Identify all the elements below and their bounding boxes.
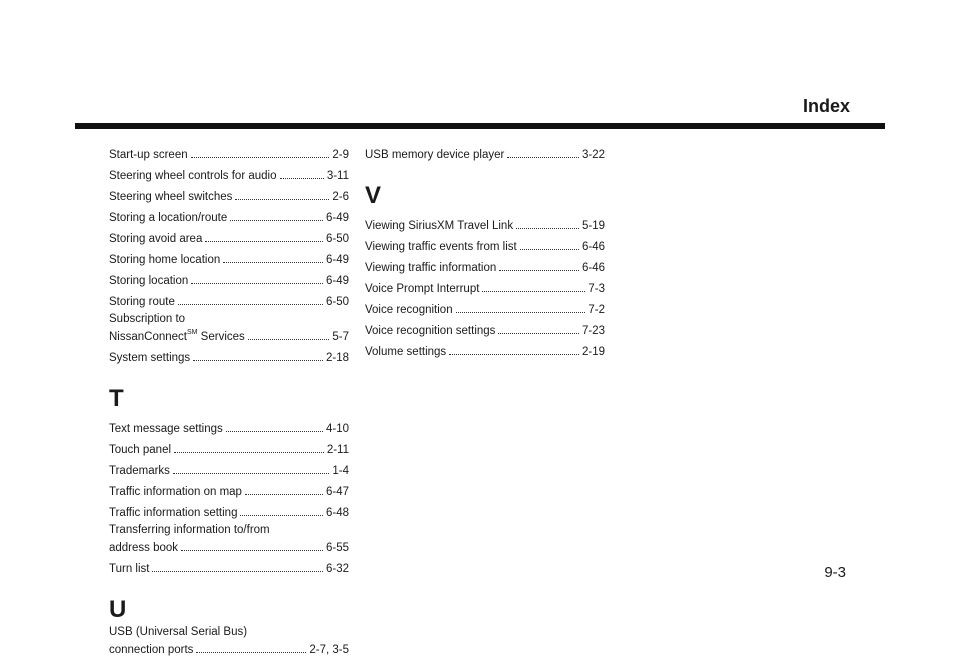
dot-leader bbox=[516, 227, 579, 229]
index-entry bbox=[109, 477, 349, 498]
dot-leader bbox=[196, 651, 306, 653]
index-entry bbox=[365, 337, 605, 358]
index-term: System settings bbox=[109, 352, 191, 364]
dot-leader bbox=[245, 493, 323, 495]
dot-leader bbox=[240, 514, 322, 516]
index-entry bbox=[365, 253, 605, 274]
index-page: 6-49 bbox=[325, 212, 349, 224]
index-term: Storing location bbox=[109, 275, 189, 287]
index-page: 3-11 bbox=[326, 170, 349, 182]
page-number: 9-3 bbox=[824, 564, 846, 581]
index-page: 2-7, 3-5 bbox=[309, 644, 349, 656]
index-entry bbox=[109, 414, 349, 435]
index-term: Voice recognition bbox=[365, 304, 453, 316]
index-term: Trademarks bbox=[109, 465, 170, 477]
index-term-prefix: NissanConnect bbox=[109, 331, 187, 343]
index-column-1 bbox=[109, 140, 349, 656]
index-term: USB (Universal Serial Bus) bbox=[109, 626, 248, 638]
index-page: 6-55 bbox=[325, 542, 349, 554]
index-term: Storing route bbox=[109, 296, 175, 308]
dot-leader bbox=[482, 290, 585, 292]
dot-leader bbox=[235, 198, 329, 200]
index-page: 6-49 bbox=[325, 275, 349, 287]
dot-leader bbox=[456, 311, 586, 313]
index-term: Traffic information setting bbox=[109, 507, 238, 519]
dot-leader bbox=[223, 261, 323, 263]
index-term: Viewing SiriusXM Travel Link bbox=[365, 220, 514, 232]
index-term: Steering wheel switches bbox=[109, 191, 233, 203]
index-page: 6-50 bbox=[325, 233, 349, 245]
index-page: 7-3 bbox=[588, 283, 605, 295]
index-entry bbox=[109, 498, 349, 519]
index-page: 5-19 bbox=[581, 220, 605, 232]
index-term: Touch panel bbox=[109, 444, 172, 456]
dot-leader bbox=[248, 338, 330, 340]
dot-leader bbox=[499, 269, 579, 271]
index-entry bbox=[109, 435, 349, 456]
index-entry bbox=[365, 211, 605, 232]
dot-leader bbox=[191, 156, 330, 158]
index-page: 7-23 bbox=[581, 325, 605, 337]
dot-leader bbox=[174, 451, 324, 453]
dot-leader bbox=[498, 332, 579, 334]
dot-leader bbox=[152, 570, 322, 572]
index-entry bbox=[365, 295, 605, 316]
index-page: 6-46 bbox=[581, 262, 605, 274]
dot-leader bbox=[226, 430, 323, 432]
dot-leader bbox=[173, 472, 329, 474]
index-page: 6-32 bbox=[325, 563, 349, 575]
dot-leader bbox=[178, 303, 323, 305]
index-page: 6-50 bbox=[325, 296, 349, 308]
index-page: 3-22 bbox=[581, 149, 605, 161]
index-term: USB memory device player bbox=[365, 149, 505, 161]
dot-leader bbox=[449, 353, 579, 355]
index-term: Viewing traffic events from list bbox=[365, 241, 517, 253]
index-entry bbox=[109, 182, 349, 203]
index-entry bbox=[109, 308, 349, 343]
index-entry bbox=[365, 140, 605, 161]
index-page: 2-9 bbox=[332, 149, 349, 161]
index-entry bbox=[109, 161, 349, 182]
index-page: 2-18 bbox=[325, 352, 349, 364]
index-entry bbox=[109, 224, 349, 245]
index-page: 5-7 bbox=[332, 331, 349, 343]
index-entry bbox=[109, 287, 349, 308]
index-entry bbox=[365, 232, 605, 253]
index-term: Voice recognition settings bbox=[365, 325, 496, 337]
section-letter-v: V bbox=[365, 182, 382, 209]
index-page: 6-47 bbox=[325, 486, 349, 498]
dot-leader bbox=[507, 156, 579, 158]
section-letter-t: T bbox=[109, 385, 124, 412]
header-rule bbox=[75, 123, 885, 129]
dot-leader bbox=[191, 282, 323, 284]
dot-leader bbox=[230, 219, 323, 221]
index-entry bbox=[109, 519, 349, 554]
index-entry bbox=[109, 554, 349, 575]
index-page: 4-10 bbox=[325, 423, 349, 435]
index-page: 6-49 bbox=[325, 254, 349, 266]
index-term: Turn list bbox=[109, 563, 150, 575]
index-page: 6-48 bbox=[325, 507, 349, 519]
dot-leader bbox=[520, 248, 579, 250]
dot-leader bbox=[205, 240, 323, 242]
section-letter-u: U bbox=[109, 596, 127, 623]
index-entry bbox=[365, 316, 605, 337]
index-entry bbox=[109, 245, 349, 266]
index-entry bbox=[109, 343, 349, 364]
index-term: Voice Prompt Interrupt bbox=[365, 283, 480, 295]
index-term: Storing home location bbox=[109, 254, 221, 266]
index-term: Steering wheel controls for audio bbox=[109, 170, 277, 182]
index-page: 2-6 bbox=[332, 191, 349, 203]
dot-leader bbox=[193, 359, 323, 361]
index-term: Viewing traffic information bbox=[365, 262, 497, 274]
index-entry bbox=[109, 203, 349, 224]
index-term: Storing avoid area bbox=[109, 233, 203, 245]
index-term: Traffic information on map bbox=[109, 486, 242, 498]
index-term-continued: connection ports bbox=[109, 644, 194, 656]
index-term: Volume settings bbox=[365, 346, 447, 358]
service-mark: SM bbox=[186, 329, 198, 337]
index-term: Subscription to bbox=[109, 313, 186, 325]
index-term-suffix: Services bbox=[197, 331, 245, 343]
index-term: Transferring information to/from bbox=[109, 524, 270, 536]
index-entry bbox=[109, 140, 349, 161]
page-title: Index bbox=[802, 96, 850, 116]
index-entry bbox=[109, 456, 349, 477]
index-entry bbox=[365, 274, 605, 295]
index-page: 1-4 bbox=[332, 465, 349, 477]
index-term: Text message settings bbox=[109, 423, 223, 435]
index-term: Storing a location/route bbox=[109, 212, 228, 224]
index-term-continued: address book bbox=[109, 542, 179, 554]
index-page: 6-46 bbox=[581, 241, 605, 253]
dot-leader bbox=[280, 177, 324, 179]
index-entry bbox=[109, 266, 349, 287]
dot-leader bbox=[181, 549, 323, 551]
index-page: 2-11 bbox=[326, 444, 349, 456]
index-column-2 bbox=[365, 140, 605, 358]
index-term: Start-up screen bbox=[109, 149, 188, 161]
index-page: 2-19 bbox=[581, 346, 605, 358]
index-entry bbox=[109, 625, 349, 656]
index-term-continued bbox=[109, 331, 245, 343]
index-page: 7-2 bbox=[588, 304, 605, 316]
